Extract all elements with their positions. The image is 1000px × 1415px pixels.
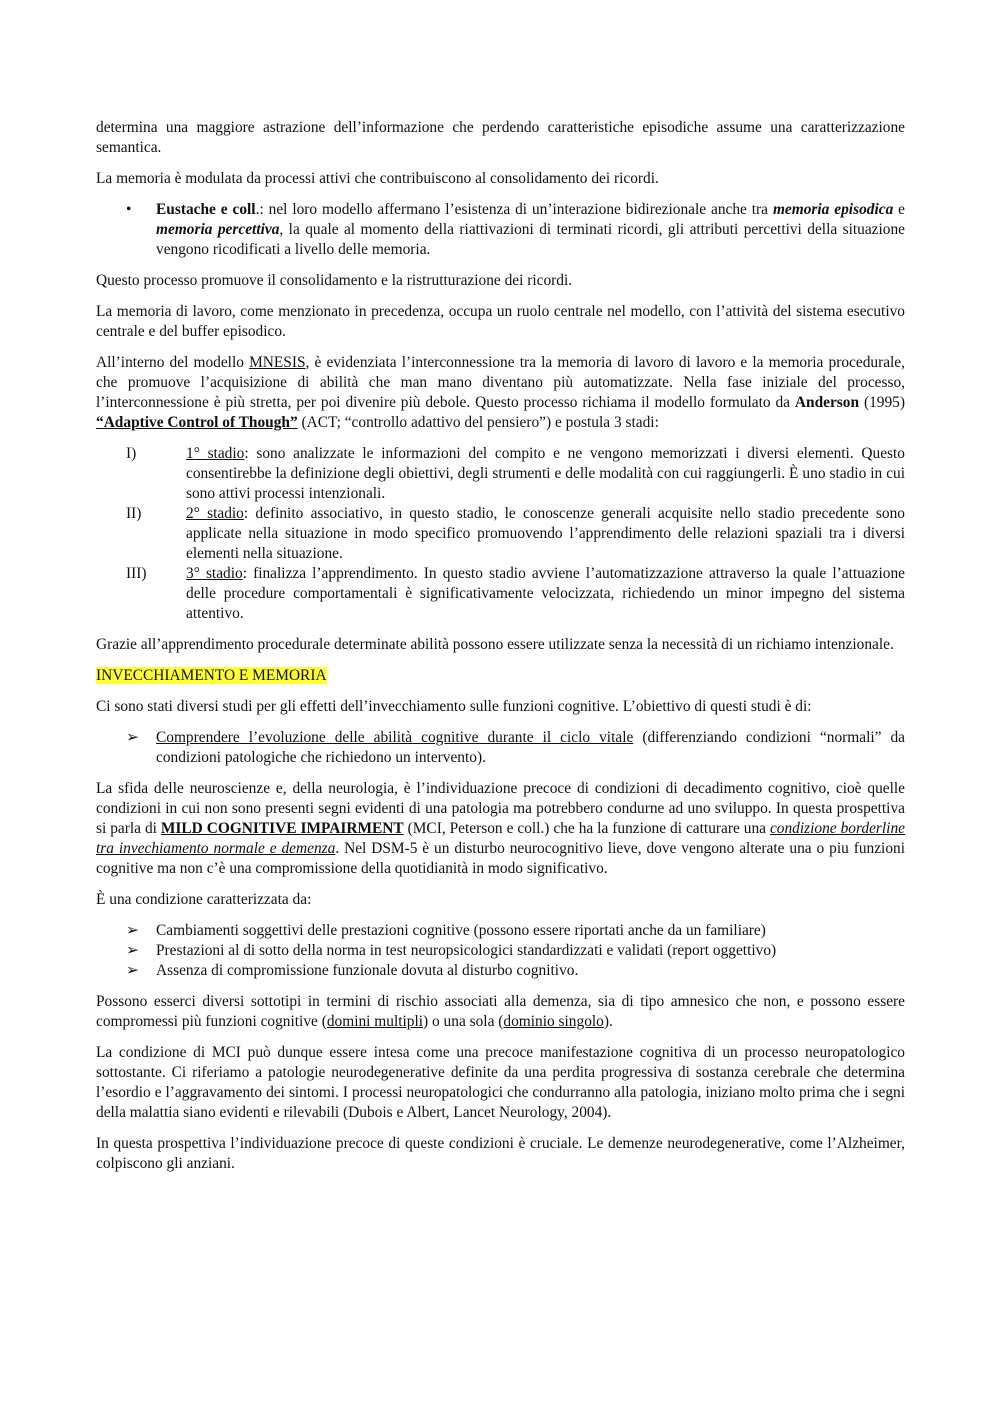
arrow-bullet-icon: ➢ — [126, 962, 139, 979]
arrow-bullet-icon: ➢ — [126, 942, 139, 959]
paragraph-mci — [96, 779, 905, 879]
term-act-model: “Adaptive Control of Though” — [96, 414, 298, 431]
stage-item-2 — [96, 504, 905, 564]
term-multiple-domains: domini multipli — [326, 1013, 424, 1030]
stage-number: I) — [126, 445, 137, 462]
paragraph-working-memory: La memoria di lavoro, come menzionato in precedenza, occupa un ruolo centrale nel modello, con l’attività del sistema esecutivo centrale e del buffer episodico. — [96, 303, 905, 340]
stage-number: III) — [126, 565, 147, 582]
bullet-text: , la quale al momento della riattivazioni di terminati ricordi, gli attributi percettivi della situazione vengono ricodificati a livello delle memoria. — [156, 221, 906, 258]
list-item-text: Assenza di compromissione funzionale dovuta al disturbo cognitivo. — [156, 962, 579, 979]
text-run: ) o una sola ( — [423, 1013, 504, 1030]
arrow-bullet-icon: ➢ — [126, 729, 139, 746]
term-borderline: condizione borderline tra invechiamento normale e demenza — [96, 820, 905, 857]
text-run: (ACT; “controllo adattivo del pensiero”) e postula 3 stadi: — [297, 414, 659, 431]
objective-underlined: Comprendere l’evoluzione delle abilità cognitive durante il ciclo vitale — [156, 729, 634, 746]
paragraph-memory-modulation: La memoria è modulata da processi attivi che contribuiscono al consolidamento dei ricordi. — [96, 170, 659, 187]
text-run: Possono esserci diversi sottotipi in termini di rischio associati alla demenza, sia di tipo amnesico che non, e possono essere compromessi più funzioni cognitive ( — [96, 993, 905, 1030]
paragraph-consolidation: Questo processo promuove il consolidamento e la ristrutturazione dei ricordi. — [96, 272, 573, 289]
paragraph-mnesis — [96, 353, 905, 433]
bullet-eustache — [96, 200, 905, 260]
section-heading — [96, 666, 905, 686]
list-item — [96, 961, 905, 981]
paragraph-condition-intro: È una condizione caratterizzata da: — [96, 891, 312, 908]
term-single-domain: dominio singolo — [503, 1013, 604, 1030]
list-item — [96, 921, 905, 941]
text-run: (MCI, Peterson e coll.) che ha la funzione di catturare una — [403, 820, 770, 837]
stage-text: : definito associativo, in questo stadio, le conoscenze generali acquisite nello stadio precedente sono applicate nella situazione in modo specifico promuovendo l’apprendimento delle relazioni spaziali tra i diversi elementi nella situazione. — [186, 505, 906, 562]
author-eustache: Eustache e coll — [156, 201, 256, 218]
stage-item-3 — [96, 564, 905, 624]
list-item-text: Prestazioni al di sotto della norma in test neuropsicologici standardizzati e validati (report oggettivo) — [156, 942, 777, 959]
term-mci: MILD COGNITIVE IMPAIRMENT — [160, 820, 404, 837]
term-perceptual-memory: memoria percettiva — [156, 221, 280, 238]
document-page — [96, 118, 905, 1174]
text-run: All’interno del modello — [96, 354, 250, 371]
paragraph-early-detection: In questa prospettiva l’individuazione precoce di queste condizioni è cruciale. Le demenze neurodegenerative, come l’Alzheimer, colpiscono gli anziani. — [96, 1135, 905, 1172]
term-episodic-memory: memoria episodica — [772, 201, 894, 218]
stage-label: 2° stadio — [186, 505, 244, 522]
paragraph-procedural-learning: Grazie all’apprendimento procedurale determinate abilità possono essere utilizzate senza la necessità di un richiamo intenzionale. — [96, 636, 894, 653]
stage-number: II) — [126, 505, 142, 522]
list-item-text: Cambiamenti soggettivi delle prestazioni cognitive (possono essere riportati anche da un familiare) — [156, 922, 766, 939]
paragraph-aging-studies: Ci sono stati diversi studi per gli effetti dell’invecchiamento sulle funzioni cognitive. L’obiettivo di questi studi è di: — [96, 698, 812, 715]
list-item — [96, 941, 905, 961]
bullet-text: .: nel loro modello affermano l’esistenza di un’interazione bidirezionale anche tra — [255, 201, 773, 218]
bullet-text: e — [893, 201, 906, 218]
paragraph-semantic-abstraction: determina una maggiore astrazione dell’informazione che perdendo caratteristiche episodiche assume una caratterizzazione semantica. — [96, 119, 905, 156]
bullet-text: (differenziando condizioni “normali” da condizioni patologiche che richiedono un intervento). — [156, 729, 906, 766]
text-run: . Nel DSM-5 è un disturbo neurocognitivo lieve, dove vengono alterate una o piu funzioni cognitive ma non c’è una compromissione della quotidianità in modo significativo. — [96, 840, 905, 877]
text-run: ). — [603, 1013, 613, 1030]
bullet-objective — [96, 728, 905, 768]
bullet-dot-icon: • — [126, 201, 132, 218]
stage-text: : finalizza l’apprendimento. In questo stadio avviene l’automatizzazione attraverso la quale l’attuazione delle procedure comportamentali è significativamente velocizzata, richiedendo un minor impegno del sistema attentivo. — [186, 565, 905, 622]
text-run: , è evidenziata l’interconnessione tra la memoria di lavoro di lavoro e la memoria procedurale, che promuove l’acquisizione di abilità che man mano diventano più automatizzate. Nella fase iniziale del processo, l’interconnessione è più stretta, per poi divenire più debole. Questo processo richiama il modello formulato da — [96, 354, 905, 411]
text-run: (1995) — [859, 394, 905, 411]
stage-label: 1° stadio — [186, 445, 245, 462]
stage-item-1 — [96, 444, 905, 504]
term-mnesis: MNESIS — [249, 354, 306, 371]
arrow-bullet-icon: ➢ — [126, 922, 139, 939]
paragraph-subtypes — [96, 992, 905, 1032]
section-heading-text: INVECCHIAMENTO E MEMORIA — [96, 667, 327, 684]
author-anderson: Anderson — [794, 394, 860, 411]
text-run: La sfida delle neuroscienze e, della neurologia, è l’individuazione precoce di condizioni di decadimento cognitivo, cioè quelle condizioni in cui non sono presenti segni evidenti di una patologia ma potrebbero condurne ad uno sviluppo. In questa prospettiva si parla di — [96, 780, 905, 837]
paragraph-neuropathology: La condizione di MCI può dunque essere intesa come una precoce manifestazione cognitiva di un processo neuropatologico sottostante. Ci riferiamo a patologie neurodegenerative definite da una perdita progressiva di sostanza cerebrale che determina l’esordio e l’aggravamento dei sintomi. I processi neuropatologici che condurranno alla patologia, iniziano molto prima che i segni della malattia siano evidenti e rilevabili (Dubois e Albert, Lancet Neurology, 2004). — [96, 1044, 905, 1121]
stage-label: 3° stadio — [186, 565, 243, 582]
stage-text: : sono analizzate le informazioni del compito e ne vengono memorizzati i diversi elementi. Questo consentirebbe la definizione degli obiettivi, degli strumenti e delle modalità con cui raggiungerli. È uno stadio in cui sono attivi processi intenzionali. — [186, 445, 905, 502]
